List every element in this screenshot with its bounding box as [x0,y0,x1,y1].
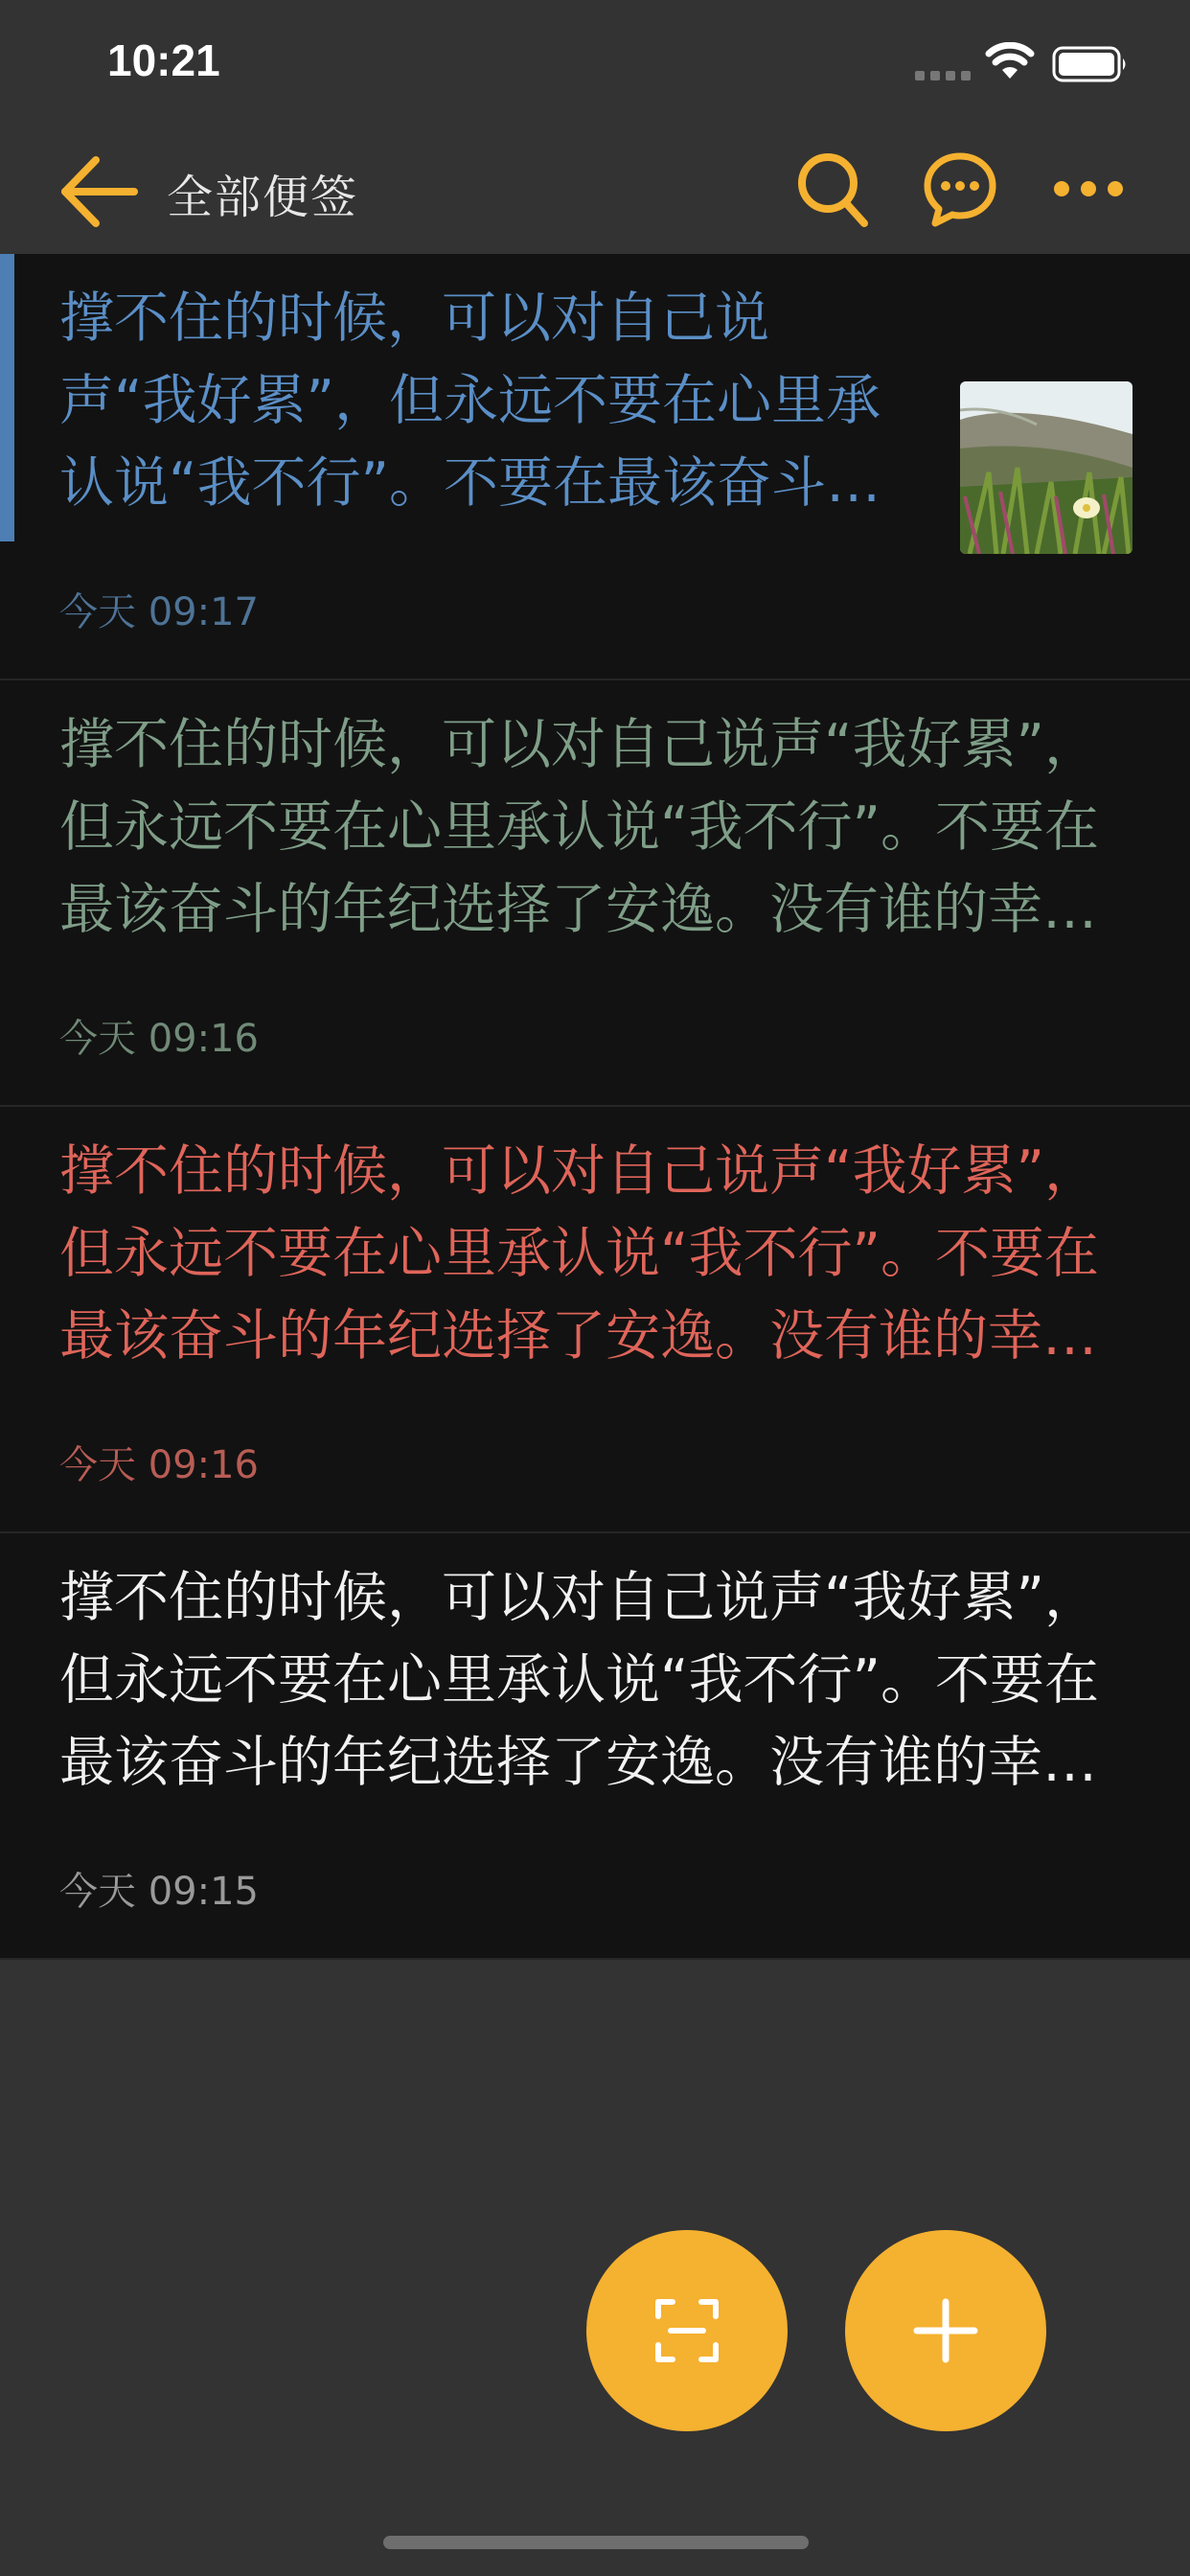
top-nav-bar [0,129,1190,254]
status-bar [0,0,1190,129]
note-list [0,254,1190,1960]
note-text: 撑不住的时候，可以对自己说声“我好累”，但永远不要在心里承认说“我不行”。不要在最该奋斗的年纪选择了安逸。没有谁的幸 [59,713,1100,941]
back-arrow-icon[interactable] [57,152,140,231]
note-item[interactable] [0,680,1190,1107]
note-thumbnail-image [960,381,1133,554]
note-item[interactable] [0,254,1190,680]
note-item[interactable] [0,1533,1190,1960]
wifi-icon [985,42,1035,80]
note-text: 撑不住的时候，可以对自己说声“我好累”，但永远不要在心里承认说“我不行”。不要在最该奋斗的年纪选择了安逸。没有谁的幸 [59,1566,1100,1794]
plus-icon [845,2230,1046,2431]
page-title: 全部便签 [167,171,359,224]
note-item[interactable] [0,1107,1190,1533]
scan-icon [586,2230,788,2431]
chat-bubble-icon[interactable] [922,150,998,227]
more-dots-icon[interactable] [1050,172,1127,206]
note-text: 撑不住的时候，可以对自己说声“我好累”，但永远不要在心里承认说“我不行”。不要在最该奋斗的年纪选择了安逸。没有谁的幸 [59,1139,1100,1368]
home-indicator[interactable] [383,2536,809,2549]
battery-icon [1052,45,1129,83]
scan-button[interactable] [586,2230,788,2431]
note-time: 今天 09:15 [59,1870,259,1914]
note-text: 撑不住的时候，可以对自己说声“我好累”，但永远不要在心里承认说“我不行”。不要在最该奋斗的 [59,287,881,515]
cellular-signal-icon [915,71,971,80]
note-time: 今天 09:17 [59,590,259,634]
status-time: 10:21 [107,35,220,85]
search-icon[interactable] [795,149,872,231]
add-note-button[interactable] [845,2230,1046,2431]
selected-indicator [0,254,14,541]
note-time: 今天 09:16 [59,1017,259,1061]
note-time: 今天 09:16 [59,1443,259,1487]
